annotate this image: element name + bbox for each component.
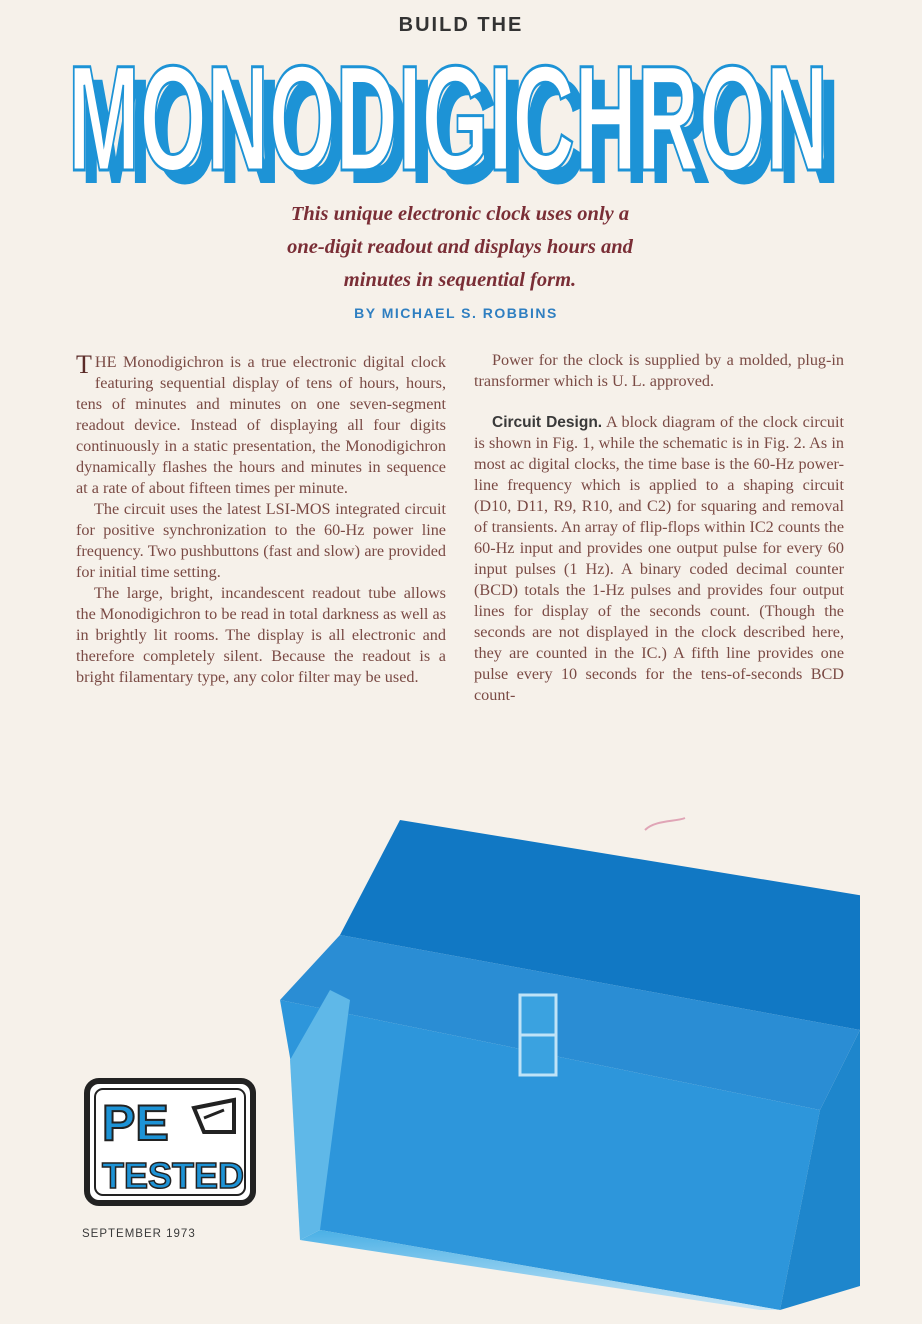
logo-tested: TESTED (102, 1155, 245, 1196)
left-column (76, 352, 446, 688)
paragraph-text: A block diagram of the clock circuit is shown in Fig. 1, while the schematic is in Fig. 2. As in most ac digital clocks, the time base is the 60-Hz power-line frequency which is applied to a shaping circuit (D10, D11, R9, R10, and C2) for squaring and removal of transients. An array of flip-flops within IC2 counts the 60-Hz input and provides one output pulse for every 60 input pulses (1 Hz). A binary coded decimal counter (BCD) totals the 1-Hz pulses and provides four output lines for display of the seconds count. (Though the seconds are not displayed in the clock described here, they are counted in the IC.) A fifth line provides one pulse every 10 seconds for the tens-of-seconds BCD count- (474, 413, 844, 704)
paragraph (474, 412, 844, 706)
byline: BY MICHAEL S. ROBBINS (354, 305, 558, 321)
paragraph: The circuit uses the latest LSI-MOS integrated circuit for positive synchronization to the 60-Hz power line frequency. Two pushbuttons (fast and slow) are provided for initial time setting. (76, 500, 446, 581)
subtitle (200, 198, 720, 297)
paragraph-text: HE Monodigichron is a true electronic digital clock featuring sequential display of tens of hours, hours, tens of minutes and minutes on one seven-segment readout device. Instead of displaying all four digits continuously in a static presentation, the Monodigichron dynamically flashes the hours and minutes in sequence at a rate of about fifteen times per minute. (76, 353, 446, 497)
paragraph (76, 352, 446, 499)
subtitle-line: minutes in sequential form. (343, 269, 577, 291)
article-title (58, 38, 848, 196)
pe-tested-logo (84, 1078, 256, 1206)
paragraph: The large, bright, incandescent readout tube allows the Monodigichron to be read in total darkness as well as in brightly lit rooms. The display is all electronic and therefore completely silent. Because the readout is a bright filamentary type, any color filter may be used. (76, 584, 446, 686)
drop-cap: T (76, 350, 92, 379)
paragraph: Power for the clock is supplied by a molded, plug-in transformer which is U. L. approved. (474, 351, 844, 390)
clock-photo (280, 800, 860, 1310)
subtitle-line: one-digit readout and displays hours and (287, 236, 633, 258)
footer-date: SEPTEMBER 1973 (82, 1228, 196, 1240)
right-column (474, 350, 844, 706)
title-shadow: MONODIGICHRON (80, 47, 840, 196)
title-main: MONODIGICHRON (68, 38, 828, 196)
kicker: BUILD THE (398, 14, 524, 36)
section-heading: Circuit Design. (492, 414, 603, 431)
subtitle-line: This unique electronic clock uses only a (290, 203, 630, 225)
logo-pe: PE (102, 1095, 169, 1151)
